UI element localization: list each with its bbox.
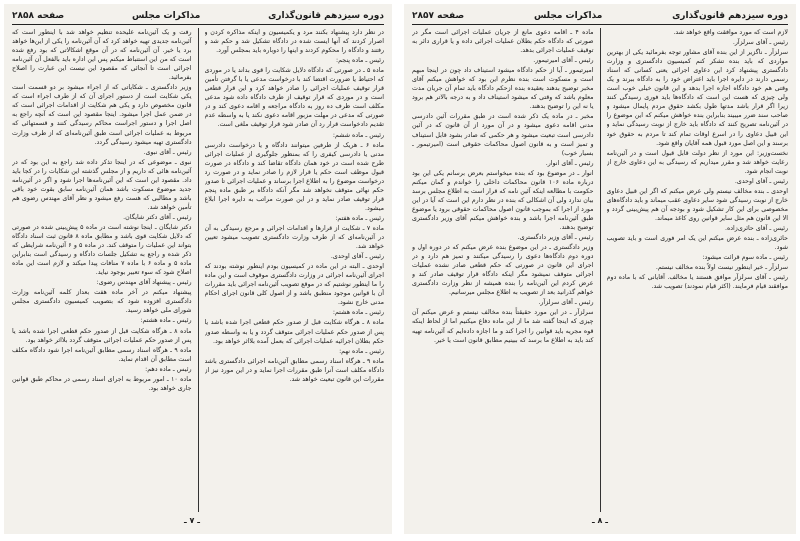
paragraph: رئیس ـ آقای نبوی. — [143, 148, 192, 156]
left-header-title: مذاکرات مجلس — [131, 11, 201, 21]
paragraph: نبوی ـ موضوعی که در اینجا تذکر داده شد راجع به این بود که در آئین‌نامه هائی که داریم و از مجلس گذشته این شکایات را در کجا باید داد. مقصود این است که این آئین‌نامه‌ها اجرا شود و اگر در آئین‌نامه جدید موضوع مسکوت باشد همان آئین‌نامه سابق بقوت خود باقی باشد و مطالبی که هست رفع میشود و نظر آقای مهندس رضوی هم تأمین خواهد شد. — [12, 158, 192, 211]
paragraph: رئیس ـ آقای انوار. — [545, 159, 594, 167]
paragraph: ماده ۷ ـ شکایت از قرارها و اقدامات اجرائی و مرجع رسیدگی به آن در آئین‌نامه‌ای که از طرف وزارت دادگستری تصویب میشود تعیین خواهد شد. — [204, 224, 384, 251]
paragraph: ماده ۶ ـ هریک از طرفین میتوانند دادگاه و یا درخواست دادرسی مدنی یا دادرسی کیفری را که بمنظور جلوگیری از عملیات اجرائی طرح شده است در خود همان دادگاه تقاضا کند و دادگاه در صورت قبول موظف است حکم یا قرار لازم را صادر نماید و در صورت رد درخواست موضوع را به اطلاع اجرا برساند و عملیات اجرائی تا صدور حکم نهائی متوقف نخواهد شد مگر آنکه دادگاه بر طبق ماده پنجم قرار توقیف صادر نماید و در این صورت مراتب به دایره اجرا ابلاغ میشود. — [204, 141, 384, 212]
paragraph: پیشنهاد میکنم در آخر ماده هفت بعداز کلمه آئین‌نامه وزارت دادگستری افزوده شود که بتصویب کمیسیون دادگستری مجلس شورای ملی خواهد رسید. — [12, 289, 192, 315]
paragraph: رئیس ـ ماده هفتم: — [335, 214, 384, 222]
paragraph: وزیر دادگستری ـ شکایاتی که از اجراء میشود بر دو قسمت است یکی شکایت است از دستور اجرای آن که از طرف اجراء است که قانون مخصوص دارد و یکی هم شکایت از اقدامات اجرائی است که در ضمن عمل اجرا میشود. اینجا مقصود این است که آنچه راجع به اصل اجرا و دستور اجراست محاکم رسیدگی کنند و قسمتهائی که مربوط به عملیات اجرائی است طبق آئین‌نامه‌ای که از طرف وزارت دادگستری تهیه میشود رسیدگی گردد. — [12, 84, 192, 146]
right-page-columns — [412, 28, 788, 512]
paragraph: اوحدی ـ البته در این ماده در کمیسیون بودم اینطور نوشته بودند که اجرای آئین‌نامه اجرائی در وزارت دادگستری موقوف است و این ماده را ما اینطور نوشتیم که در موقع تصویب آئین‌نامه اجرائی باید مقررات آن با قوانین موجود منطبق باشد و از اصول کلی قانون اجرای احکام مدنی خارج نشود. — [204, 263, 384, 307]
paragraph: ماده ۵ ـ در صورتی که دادگاه دلایل شکایت را قوی بداند یا در موردی که احتیاط یا ضرورت اقتضا کند با درخواست مدعی یا با گرفتن تأمین قرار توقیف عملیات اجرائی را صادر خواهد کرد و این قرار قطعی است و در موردی که قرار توقیف از طرف دادگاه داده شود مدعی مکلف است ظرف ده روز به دادگاه مراجعه و اقامه دعوی کند و در صورتی که مدعی در مهلت مزبور اقامه دعوی نکند یا به واسطه عدم تقدیم دادخواست قرار رد آن صادر شود قرار توقیف ملغی است. — [204, 67, 384, 129]
paragraph: حائری‌زاده ـ بنده عرض میکنم این یک امر فوری است و باید تصویب شود. — [606, 235, 788, 252]
left-page — [4, 4, 392, 534]
paragraph: ماده ۱۰ ـ امور مربوط به اجرای اسناد رسمی در محاکم طبق قوانین جاری خواهد بود. — [12, 375, 192, 392]
paragraph: مخبر ـ در ماده یک ذکر شده است در طبق مقررات آئین دادرسی مدنی اقامه دعوی میشود و در آن مورد از آن قانون که در آئین دادرسی است تبعیت میشود و هر حکمی که صادر بشود قابل استیناف و تمیز است و به قانون اصول محاکمات حقوقی است (امیرتیمور ـ بسیار خوب) — [412, 113, 594, 157]
paragraph: رئیس ـ ماده هشتم: — [140, 317, 192, 325]
paragraph: در نظر دارد پیشنهاد بکنند مرد و یکمیسیون و اینکه مذاکره کردن و اصرار کردند که آنها ایست شده در دادگاه تشکیل شد و حکم شد و رفتند و دادگاه را محکوم کردند و اینها را دوباره باید بمجلس آورد. — [204, 29, 384, 55]
paragraph: رفت و یک آئین‌نامه علیحده تنظیم خواهد شد با اینطور است که آئین‌نامه جدیدی تهیه خواهد کرد که آن آئین‌نامه را یکی از این‌ها خواهد برد یا خیر. آن آئین‌نامه که در آن موقع اشکالاتی که بود رفع شده است که من این استنباط میکنم پس این اداره باید بالفعل آن آئین‌نامه اجرائی است تا آنجائی که مقصود این نیست این عبارت را اصلاح بفرمائید. — [12, 29, 192, 82]
paragraph: رئیس ـ آقای سرلزآر. — [538, 299, 594, 307]
left-page-number: صفحه ۲۸۵۸ — [12, 11, 65, 21]
paragraph: رئیس ـ ماده ششم: — [332, 131, 384, 139]
paragraph: رئیس ـ آقای وزیر دادگستری. — [517, 234, 594, 242]
paragraph: نخست‌وزیر: این مورد از نظر دولت قابل قبول است و در آئین‌نامه رعایت خواهد شد و مقرر میداریم که رسیدگی به این دعاوی خارج از نوبت انجام شود. — [606, 149, 788, 175]
left-page-right-column — [205, 28, 385, 512]
paragraph: رئیس ـ ماده نهم: — [339, 347, 384, 355]
paragraph: لازم است که مورد موافقت واقع خواهد شد. — [673, 29, 788, 36]
column-divider — [600, 28, 601, 512]
paragraph: ماده ۹ ـ هرگاه اسناد رسمی مطابق آئین‌نامه اجرا شود دادگاه مکلف است مطابق آن اقدام نماید. — [12, 346, 192, 363]
right-session-label: دوره سیزدهم قانون‌گذاری — [672, 11, 788, 21]
paragraph: ماده ۹ ـ هرگاه اسناد رسمی مطابق آئین‌نامه اجرائی دادگستری باشد دادگاه مکلف است آنرا طبق مقررات اجرا نماید و در این مورد نیز از مقررات این قانون تبعیت خواهد شد. — [204, 357, 384, 383]
left-page-columns — [12, 28, 384, 512]
paragraph: ماده ۸ ـ هرگاه شکایت قبل از صدور حکم قطعی اجرا شده باشد یا پس از صدور حکم عملیات اجرائی متوقف گردد بلااثر خواهد بود. — [12, 327, 192, 344]
paragraph: سرلزآر ـ در این مورد حقیقتاً بنده مخالف نیستم و عرض میکنم آن چیزی که اینجا گفته شد ما از این ماده دفاع میکنیم اما از لحاظ اینکه قوه مجریه باید قوانین را اجرا کند و ما اجازه داده‌ایم که آئین‌نامه تهیه کند باید به اطلاع ما برسد که ببینیم مطابق قانون است یا خیر. — [412, 309, 594, 344]
paragraph: اوحدی ـ بنده مخالف نیستم ولی عرض میکنم که اگر این قبیل دعاوی خارج از نوبت رسیدگی شود سایر دعاوی عقب میماند و باید دادگاه‌های مخصوصی برای این کار تشکیل شود و بودجه آن هم پیش‌بینی گردد و الا این قانون هم مثل سایر قوانین روی کاغذ میماند. — [606, 187, 788, 222]
paragraph: دکتر شایگان ـ اینجا نوشته است در ماده ۵ پیش‌بینی شده در صورتی که دلایل شکایت قوی باشد و مطابق ماده ۸ قانون ثبت اسناد دادگاه بتواند این عملیات را متوقف کند. در ماده ۵ و ۶ آئین‌نامه شرایطی که ذکر شده و راجع به تشکیل جلسات دادگاه و رسیدگی است بنابراین ماده ۵ و ماده ۶ با ماده ۷ منافات پیدا میکند و لازم است این ماده اصلاح شود که سوء تعبیر بوجود نیاید. — [12, 223, 192, 277]
paragraph: ماده ۸ ـ هرگاه شکایت قبل از صدور حکم قطعی اجرا شده باشد یا پس از صدور حکم عملیات اجرائی متوقف گردد و یا به واسطه صدور حکم بطلان اجرائیه عملیات اجرائی که بعمل آمده بلااثر خواهد بود. — [204, 319, 384, 345]
left-session-label: دوره سیزدهم قانون‌گذاری — [268, 11, 384, 21]
left-page-left-column — [12, 28, 192, 512]
paragraph: رئیس ـ آقای اوحدی. — [734, 177, 788, 185]
left-page-footer: ـ ۷ ـ — [184, 516, 200, 525]
paragraph: رئیس ـ آقای امیرتیمور. — [533, 57, 594, 65]
paragraph: رئیس ـ ماده دهم: — [145, 365, 192, 373]
right-page-right-column — [607, 28, 789, 512]
paragraph: امیرتیمور ـ آیا از حکم دادگاه میشود استیناف داد چون در اینجا مبهم است و مسکوت است بنده نظرم این بود که خواهش میکنم آقای مخبر توضیح بدهند بعقیده بنده ازحکم دادگاه باید تمام آن جریان مدت معلوم باشد که وقتی که میشود استیناف داد و به درجه بالاتر هم برود یا نه این را توضیح بدهند. — [412, 67, 594, 111]
right-page-footer: ـ ۸ ـ — [592, 516, 608, 525]
right-page-number: صفحه ۲۸۵۷ — [412, 11, 465, 21]
right-header-title: مذاکرات مجلس — [533, 11, 603, 21]
paragraph: رئیس ـ ماده سوم قرائت میشود: — [702, 254, 788, 262]
paragraph: رئیس ـ آقای دکتر شایگان. — [123, 213, 192, 221]
paragraph: انوار ـ در موضوع بود که بنده میخواستم بعرض برسانم یکی این بود درباره ماده ۱۰۶ قانون محاکمات داخلی را خواندم و گمان میکنم حکومت با مطالعه اینکه آئین نامه که قرار است به اطلاع مجلس برسد بیان ندارد ولی آن اشکالی که بنده در نظر دارم این است که آیا در این مورد از اجرا که بموجب قانون اصول محاکمات حقوقی برود یا موضوع طبق آئین‌نامه اجرا باشد و بنده خواهش میکنم آقای وزیر دادگستری توضیح بدهند. — [412, 169, 594, 231]
paragraph: ماده ۴ ـ اقامه دعوی مانع از جریان عملیات اجرائی است مگر در صورتی که دادگاه حکم بطلان عملیات اجرائی داده و یا قراری دائر به توقیف عملیات اجرائی بدهد. — [412, 29, 594, 55]
paragraph: رئیس ـ آقای سرلزآر موافق هستند یا مخالف. آقایانی که با ماده دوم موافقند قیام فرمایند. (اکثر قیام نمودند) تصویب شد. — [606, 274, 788, 291]
right-page — [404, 4, 796, 534]
left-page-header — [12, 8, 384, 25]
right-page-left-column — [412, 28, 594, 512]
paragraph: رئیس ـ آقای حائری‌زاده. — [724, 224, 788, 232]
paragraph: رئیس ـ ماده پنجم: — [336, 57, 384, 65]
paragraph: رئیس ـ آقای اوحدی. — [330, 253, 384, 261]
paragraph: رئیس ـ آقای سرلزآر. — [732, 39, 788, 47]
column-divider — [198, 28, 199, 512]
right-page-header — [412, 8, 788, 25]
page-gutter — [392, 0, 404, 541]
paragraph: رئیس ـ پیشنهاد آقای مهندس رضوی: — [96, 279, 192, 287]
paragraph: سرلزآر ـ ناگزیر از این بنده آقای مشاور توجه بفرمائید یکی از بهترین مواردی که باید بنده تشکر کنم کمیسیون دادگستری و وزارت دادگستری پیشنهاد کرد این دعاوی اجرائی یعنی کسانی که اسناد رسمی دارند در دایره اجرا باید اعتراض خود را به دادگاه ببرند و یک وقتی هم خود دادگاه اجازه اجرا بدهد و این قانون خیلی خوب است ولی چیزی که هست این است که دادگاه‌ها باید فوری رسیدگی کنند زیرا اگر قرار باشد مدتها طول بکشد حقوق مردم پایمال میشود و صاحب سند ضرر میبیند بنابراین بنده خواهش میکنم که این موضوع را در آئین‌نامه تصریح کنند که دادگاه باید خارج از نوبت رسیدگی نماید و این قبیل دعاوی را در اسرع اوقات تمام کند تا مردم به حقوق خود برسند و این اصل مورد قبول همه آقایان واقع شود. — [606, 49, 788, 147]
paragraph: رئیس ـ ماده هشتم: — [332, 309, 384, 317]
paragraph: وزیر دادگستری ـ در این موضوع بنده عرض میکنم که در دوره اول و دوره دوم دادگاه‌ها دعوی را رسیدگی میکنند و تمیز هم دارد و در اجرای این قانون در صورتی که حکم قطعی صادر نشده عملیات اجرائی متوقف نمیشود مگر اینکه دادگاه قرار توقیف صادر کند و عرض کردم این آئین‌نامه را بنده همیشه از نظر وزارت دادگستری خواهم گذرانید بعد از تصویب به اطلاع مجلس میرسانیم. — [412, 244, 594, 297]
paragraph: سرلزآر ـ خیر اینطور نیست اولاً بنده مخالف نیستم. — [655, 264, 788, 272]
